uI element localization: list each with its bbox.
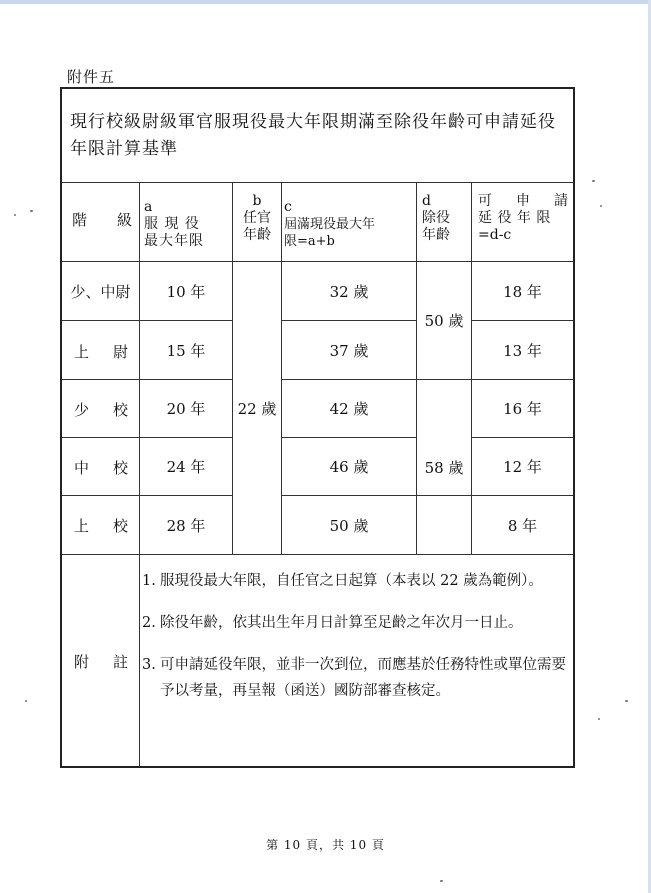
note-3: [142, 652, 572, 704]
header-c: [284, 199, 416, 259]
scan-speck: [625, 700, 628, 702]
header-d: [422, 193, 470, 253]
header-d-letter: d: [422, 193, 431, 209]
notes-list: [142, 568, 572, 704]
row4-extend: 12 年: [503, 458, 542, 476]
note-2: [142, 610, 572, 636]
header-e: [478, 193, 568, 257]
header-e-char-1: 可: [478, 193, 492, 209]
header-e-line3: =d-c: [478, 227, 512, 243]
row3-rank: [74, 399, 128, 419]
note-2-number: 2.: [142, 615, 156, 631]
header-rank-char-2: 級: [116, 211, 132, 229]
note-1-text: 服現役最大年限，自任官之日起算（本表以 22 歲為範例）。: [160, 573, 543, 589]
scan-speck: [14, 214, 16, 216]
row5-expire-age: 50 歲: [329, 516, 369, 535]
row4-max-years: 24 年: [166, 458, 206, 476]
scan-speck: [592, 180, 595, 182]
commission-age: 22 歲: [237, 399, 277, 418]
row2-expire-age: 37 歲: [329, 341, 369, 360]
row5-rank: [74, 515, 128, 535]
notes-label-char-1: 附: [74, 653, 90, 671]
attachment-label: 附件五: [67, 68, 116, 86]
row5-max-years: 28 年: [166, 516, 206, 535]
note-1: [142, 568, 572, 594]
row2-rank-char-2: 尉: [112, 343, 128, 361]
page-footer: 第 10 頁，共 10 頁: [266, 838, 385, 852]
retire-age-lieutenant: 50 歲: [424, 312, 464, 330]
note-1-number: 1.: [142, 573, 156, 589]
header-d-text: 除役 年齡: [422, 210, 450, 243]
note-3-number: 3.: [142, 657, 156, 673]
row5-rank-char-1: 上: [74, 517, 90, 535]
row4-rank-char-2: 校: [112, 459, 128, 477]
note-3-text: 可申請延役年限，並非一次到位，而應基於任務特性或單位需要予以考量，再呈報（函送）國防部審查核定。: [160, 657, 566, 699]
row5-extend: 8 年: [507, 516, 538, 535]
row2-rank-char-1: 上: [74, 343, 90, 361]
header-e-char-2: 申: [516, 193, 530, 209]
scan-speck: [25, 700, 27, 702]
header-b-letter: b: [252, 193, 262, 209]
note-2-text: 除役年齡，依其出生年月日計算至足齡之年次月一日止。: [160, 615, 523, 631]
scan-speck: [598, 718, 600, 720]
row1-rank: 少、中尉: [70, 282, 131, 301]
header-b: [234, 193, 280, 253]
header-e-char-3: 請: [554, 193, 568, 209]
scan-speck: [440, 880, 443, 882]
window-top-border: [0, 0, 651, 4]
row1-max-years: 10 年: [166, 282, 206, 301]
header-c-letter: c: [284, 199, 292, 215]
header-c-text: 屆滿現役最大年 限=a+b: [284, 217, 376, 249]
row4-expire-age: 46 歲: [329, 458, 369, 476]
header-rank: [72, 209, 132, 233]
row1-expire-age: 32 歲: [329, 282, 369, 301]
row5-rank-char-2: 校: [112, 517, 128, 535]
notes-label: [74, 651, 128, 671]
row2-rank: [74, 341, 128, 361]
header-a-text: 服 現 役 最大年限: [144, 216, 204, 249]
header-rank-char-1: 階: [72, 211, 88, 229]
row3-max-years: 20 年: [166, 400, 206, 418]
header-e-line2: 延 役 年 限: [478, 210, 551, 226]
row3-rank-char-2: 校: [112, 401, 128, 419]
row4-rank: [74, 457, 128, 477]
row1-extend: 18 年: [503, 282, 542, 301]
header-a: [144, 199, 230, 259]
row4-rank-char-1: 中: [74, 459, 90, 477]
row2-extend: 13 年: [503, 341, 542, 360]
table-title: 現行校級尉級軍官服現役最大年限期滿至除役年齡可申請延役年限計算基準: [70, 112, 556, 159]
notes-label-char-2: 註: [112, 653, 128, 671]
header-a-letter: a: [144, 199, 153, 215]
row3-extend: 16 年: [503, 400, 542, 418]
retire-age-field: 58 歲: [424, 458, 464, 477]
row3-expire-age: 42 歲: [329, 400, 369, 418]
row2-max-years: 15 年: [166, 341, 206, 360]
header-b-text: 任官 年齡: [243, 210, 271, 243]
scan-speck: [600, 205, 602, 207]
row3-rank-char-1: 少: [74, 401, 90, 419]
scan-speck: [30, 210, 33, 212]
